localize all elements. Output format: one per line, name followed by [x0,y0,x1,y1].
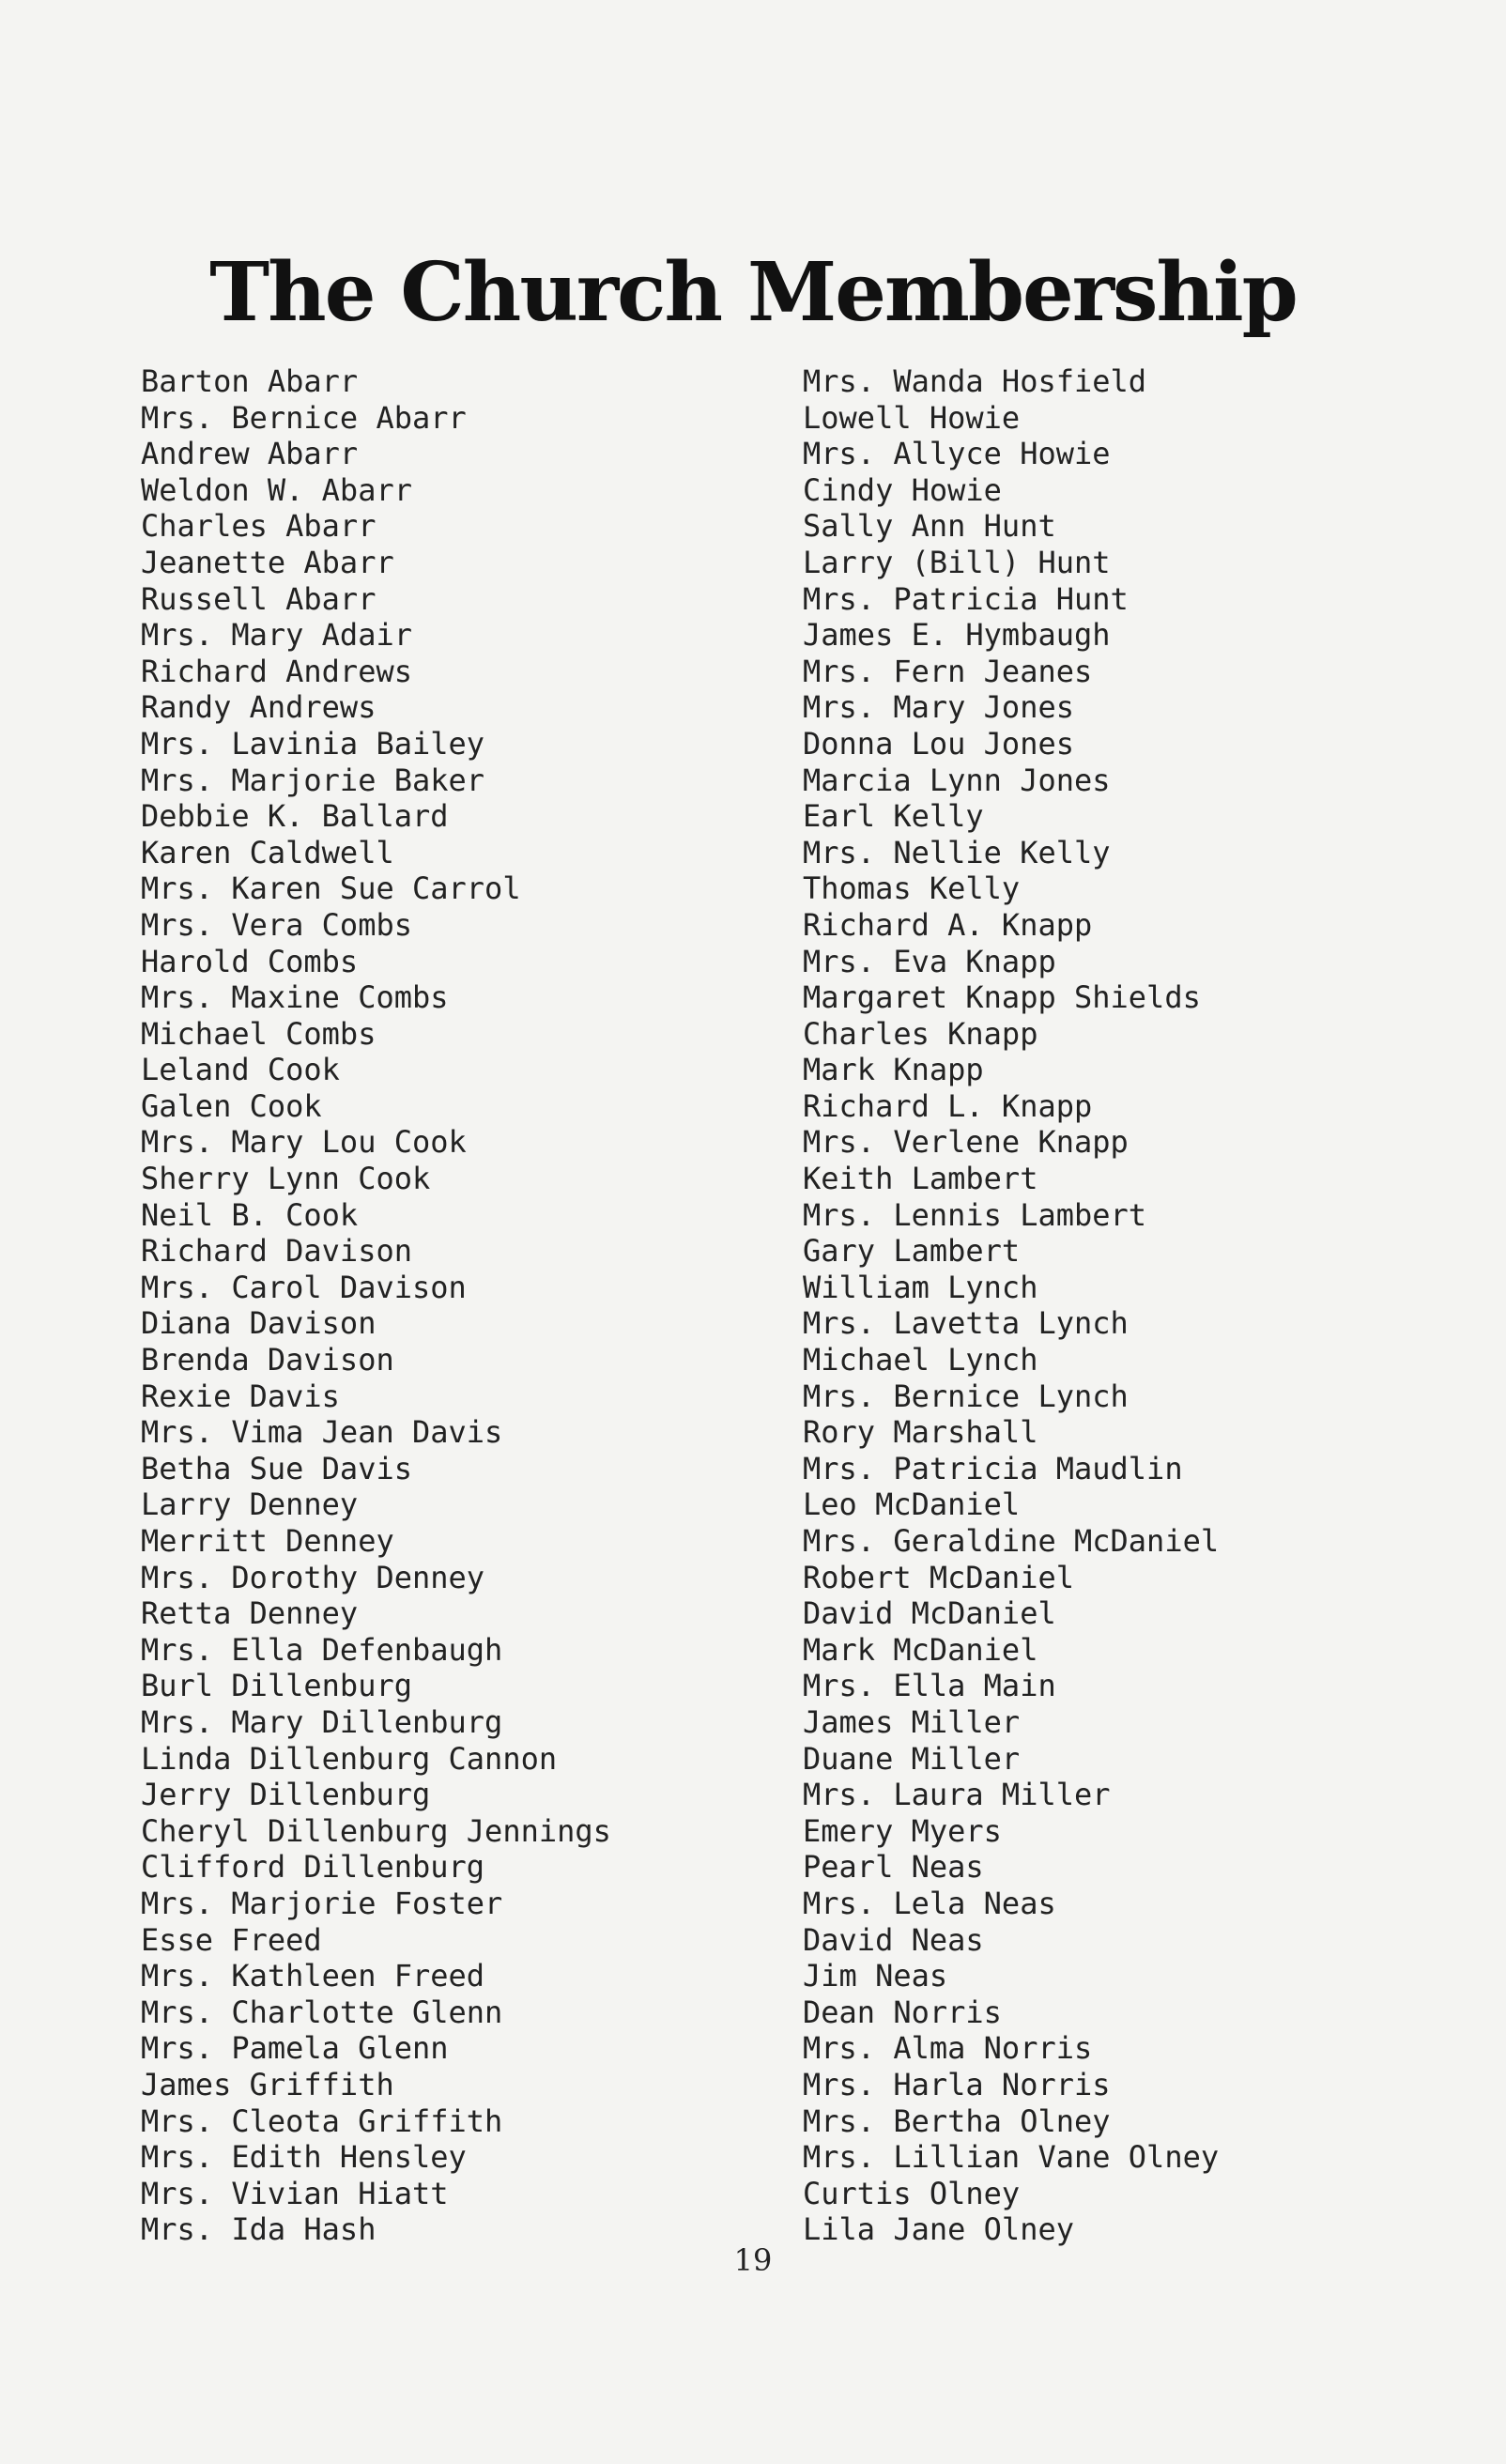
member-name: Betha Sue Davis [141,1450,412,1486]
member-name: Mrs. Patricia Hunt [803,580,1129,617]
member-name: Mrs. Mary Adair [141,617,412,654]
member-name: Mrs. Nellie Kelly [803,834,1111,870]
member-name: Richard A. Knapp [803,906,1093,943]
member-name: Linda Dillenburg Cannon [141,1740,558,1777]
page-title: The Church Membership [209,245,1297,340]
member-name: Mrs. Lavetta Lynch [803,1305,1129,1342]
member-name: Leland Cook [141,1052,340,1088]
member-name: Mrs. Wanda Hosfield [803,363,1147,399]
member-name: Cheryl Dillenburg Jennings [141,1812,611,1849]
member-name: Mark McDaniel [803,1631,1038,1668]
member-name: Mrs. Alma Norris [803,2030,1093,2067]
member-name: David McDaniel [803,1595,1056,1632]
member-name: James E. Hymbaugh [803,617,1111,654]
member-name: Mrs. Marjorie Foster [141,1885,503,1921]
member-name: Mrs. Harla Norris [803,2066,1111,2102]
member-name: Harold Combs [141,943,359,979]
member-name: Jerry Dillenburg [141,1777,431,1813]
member-name: James Miller [803,1703,1021,1740]
member-name: Keith Lambert [803,1161,1038,1197]
member-name: Cindy Howie [803,471,1002,508]
member-name: Barton Abarr [141,363,359,399]
membership-list-left [141,363,611,2248]
member-name: Diana Davison [141,1305,376,1342]
member-name: Mrs. Vivian Hiatt [141,2175,449,2211]
member-name: Duane Miller [803,1740,1021,1777]
member-name: Russell Abarr [141,580,376,617]
member-name: Mrs. Fern Jeanes [803,653,1093,689]
member-name: Mrs. Allyce Howie [803,436,1111,472]
member-name: Clifford Dillenburg [141,1849,485,1886]
member-name: Retta Denney [141,1595,359,1632]
member-name: Curtis Olney [803,2175,1021,2211]
member-name: Mrs. Bernice Lynch [803,1378,1129,1414]
member-name: Richard Andrews [141,653,412,689]
member-name: Mrs. Verlene Knapp [803,1124,1129,1161]
member-name: William Lynch [803,1269,1038,1305]
member-name: Mrs. Carol Davison [141,1269,467,1305]
member-name: Emery Myers [803,1812,1002,1849]
member-name: Jim Neas [803,1958,948,1994]
member-name: Neil B. Cook [141,1196,359,1233]
member-name: Michael Lynch [803,1342,1038,1378]
member-name: Mrs. Mary Lou Cook [141,1124,467,1161]
member-name: David Neas [803,1921,984,1958]
member-name: Lowell Howie [803,399,1021,436]
member-name: Margaret Knapp Shields [803,979,1201,1016]
member-name: Dean Norris [803,1994,1002,2030]
member-name: Gary Lambert [803,1233,1021,1270]
member-name: Mrs. Laura Miller [803,1777,1111,1813]
member-name: Mrs. Ella Main [803,1668,1056,1704]
member-name: Randy Andrews [141,689,376,726]
member-name: Mrs. Pamela Glenn [141,2030,449,2067]
member-name: Weldon W. Abarr [141,471,412,508]
member-name: Galen Cook [141,1087,322,1124]
member-name: Andrew Abarr [141,436,359,472]
member-name: Merritt Denney [141,1523,394,1559]
member-name: Marcia Lynn Jones [803,762,1111,798]
member-name: Mrs. Kathleen Freed [141,1958,485,1994]
member-name: Mrs. Lavinia Bailey [141,725,485,762]
member-name: Mrs. Ida Hash [141,2211,376,2248]
member-name: Mrs. Vima Jean Davis [141,1414,503,1451]
member-name: Rexie Davis [141,1378,340,1414]
member-name: Jeanette Abarr [141,544,394,580]
member-name: Thomas Kelly [803,870,1021,907]
member-name: Mrs. Maxine Combs [141,979,449,1016]
member-name: Mrs. Lillian Vane Olney [803,2139,1220,2176]
member-name: Mrs. Karen Sue Carrol [141,870,521,907]
member-name: Esse Freed [141,1921,322,1958]
member-name: Mrs. Vera Combs [141,906,412,943]
member-name: Mrs. Edith Hensley [141,2139,467,2176]
membership-list-right [803,363,1219,2248]
member-name: Mrs. Marjorie Baker [141,762,485,798]
member-name: Pearl Neas [803,1849,984,1886]
member-name: Larry (Bill) Hunt [803,544,1111,580]
member-name: Karen Caldwell [141,834,394,870]
member-name: Rory Marshall [803,1414,1038,1451]
page-number: 19 [733,2242,773,2278]
member-name: Brenda Davison [141,1342,394,1378]
member-name: Mrs. Dorothy Denney [141,1559,485,1595]
member-name: Mrs. Bernice Abarr [141,399,467,436]
member-name: Earl Kelly [803,798,984,835]
member-name: Lila Jane Olney [803,2211,1074,2248]
member-name: Sherry Lynn Cook [141,1161,431,1197]
member-name: Mrs. Mary Dillenburg [141,1703,503,1740]
member-name: Mrs. Bertha Olney [803,2102,1111,2139]
member-name: Mrs. Ella Defenbaugh [141,1631,503,1668]
member-name: Mrs. Patricia Maudlin [803,1450,1183,1486]
member-name: Charles Knapp [803,1015,1038,1052]
member-name: Mrs. Lela Neas [803,1885,1056,1921]
member-name: Mrs. Eva Knapp [803,943,1056,979]
member-name: Mrs. Lennis Lambert [803,1196,1147,1233]
member-name: Mrs. Geraldine McDaniel [803,1523,1220,1559]
member-name: Richard L. Knapp [803,1087,1093,1124]
member-name: Michael Combs [141,1015,376,1052]
member-name: Leo McDaniel [803,1486,1021,1523]
member-name: Mrs. Mary Jones [803,689,1074,726]
member-name: Mark Knapp [803,1052,984,1088]
member-name: Richard Davison [141,1233,412,1270]
member-name: Burl Dillenburg [141,1668,412,1704]
member-name: Charles Abarr [141,508,376,545]
member-name: Mrs. Cleota Griffith [141,2102,503,2139]
member-name: Mrs. Charlotte Glenn [141,1994,503,2030]
member-name: James Griffith [141,2066,394,2102]
member-name: Debbie K. Ballard [141,798,449,835]
member-name: Robert McDaniel [803,1559,1074,1595]
member-name: Sally Ann Hunt [803,508,1056,545]
member-name: Donna Lou Jones [803,725,1074,762]
member-name: Larry Denney [141,1486,359,1523]
